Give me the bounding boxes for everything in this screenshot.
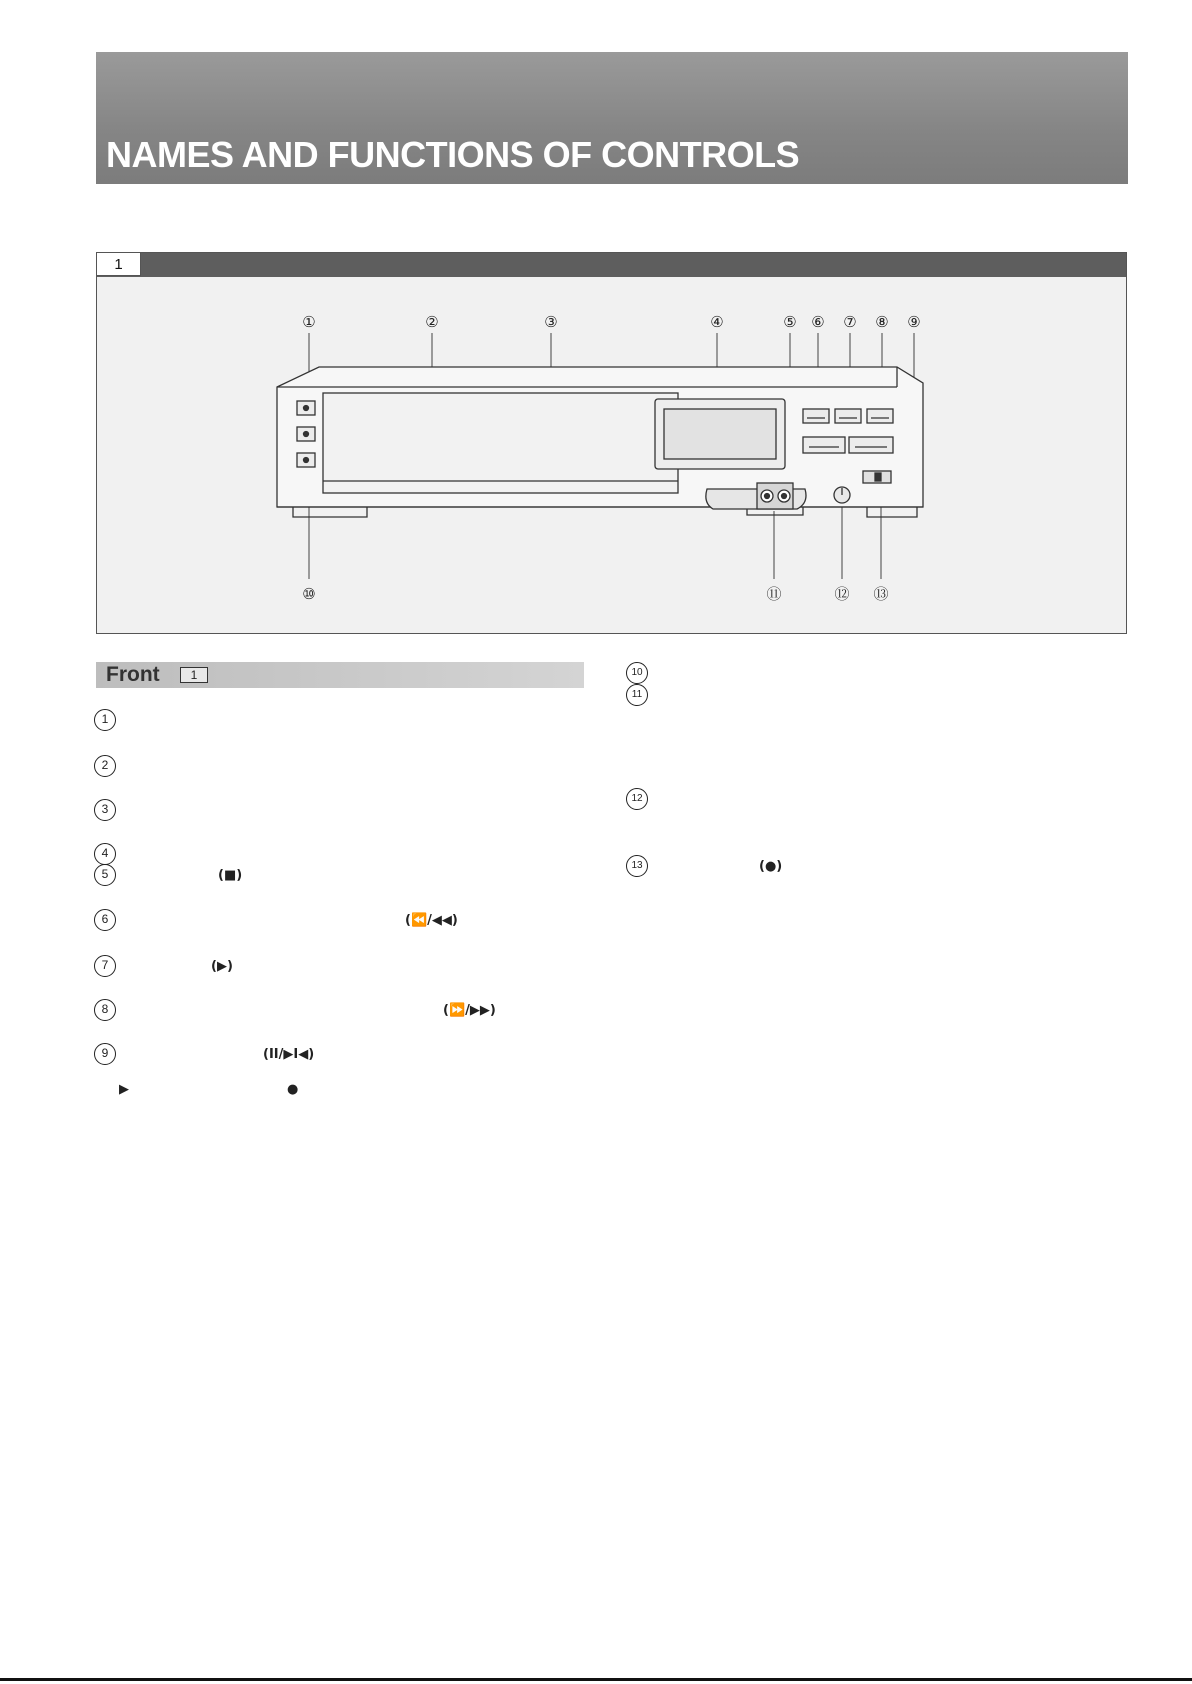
item-symbol-5: (■): [218, 868, 243, 883]
record-glyph: ●: [287, 1082, 299, 1097]
title-band: [96, 52, 1128, 184]
section-header-front: [96, 662, 584, 688]
item-symbol-13: (●): [759, 859, 783, 874]
callout-5: ⑤: [783, 314, 797, 331]
callout-3: ③: [544, 314, 558, 331]
callout-1: ①: [302, 314, 316, 331]
figure-header-bar: [97, 253, 1126, 277]
item-number-1: 1: [94, 709, 116, 731]
callout-13: ⑬: [873, 586, 889, 603]
item-number-11: 11: [626, 684, 648, 706]
item-number-9: 9: [94, 1043, 116, 1065]
item-symbol-6: (⏪/◀◀): [405, 913, 458, 928]
callout-12: ⑫: [834, 586, 850, 603]
figure-tab: 1: [97, 253, 141, 276]
section-title: Front: [106, 663, 160, 686]
item-number-3: 3: [94, 799, 116, 821]
callout-7: ⑦: [843, 314, 857, 331]
callout-11: ⑪: [766, 586, 782, 603]
callout-8: ⑧: [875, 314, 889, 331]
item-number-12: 12: [626, 788, 648, 810]
item-symbol-8: (⏩/▶▶): [443, 1003, 496, 1018]
scan-edge-line: [0, 1678, 1192, 1681]
figure-panel: [96, 252, 1127, 634]
callout-10: ⑩: [302, 586, 316, 603]
item-number-5: 5: [94, 864, 116, 886]
callout-6: ⑥: [811, 314, 825, 331]
item-number-2: 2: [94, 755, 116, 777]
callout-4: ④: [710, 314, 724, 331]
item-number-13: 13: [626, 855, 648, 877]
item-symbol-7: (▶): [211, 959, 233, 974]
section-figure-ref: 1: [180, 667, 208, 683]
page-title: NAMES AND FUNCTIONS OF CONTROLS: [106, 134, 800, 175]
item-number-7: 7: [94, 955, 116, 977]
item-number-6: 6: [94, 909, 116, 931]
play-glyph: ▶: [119, 1082, 129, 1097]
device-illustration: [97, 277, 1126, 633]
item-number-10: 10: [626, 662, 648, 684]
item-symbol-9: (II/▶I◀): [263, 1047, 315, 1062]
callout-9: ⑨: [907, 314, 921, 331]
item-number-4: 4: [94, 843, 116, 865]
device-body: [277, 367, 923, 517]
item-number-8: 8: [94, 999, 116, 1021]
callout-2: ②: [425, 314, 439, 331]
